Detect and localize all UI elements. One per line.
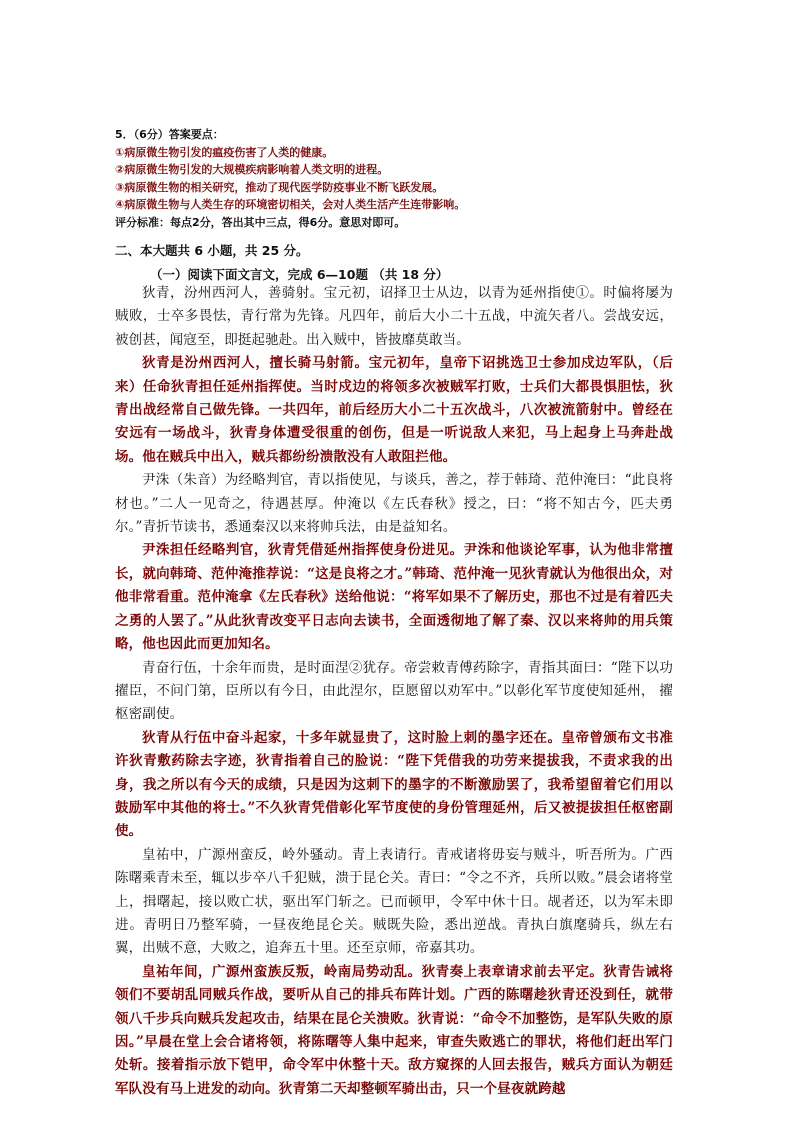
- answer-heading: 5．（6分）答案要点：: [115, 128, 224, 141]
- translation-paragraph: 狄青是汾州西河人，擅长骑马射箭。宝元初年，皇帝下诏挑选卫士参加戍边军队，（后来）任命狄青担任延州指挥使。当时戍边的将领多次被贼军打败，士兵们大都畏惧胆怯，狄青出战经常自己做先锋。一共四年，前后经历大小二十五次战斗，八次被流箭射中。曾经在安远有一场战斗，狄青身体遭受很重的创伤，但是一听说敌人来犯，马上起身上马奔赴战场。他在贼兵中出入，贼兵都纷纷溃散没有人敢阻拦他。: [115, 355, 673, 465]
- scoring-criteria: 评分标准：每点2分，答出其中三点，得6分。意思对即可。: [115, 215, 406, 229]
- original-paragraph: 皇祐中，广源州蛮反，岭外骚动。青上表请行。青戒诸将毋妄与贼斗，听吾所为。广西陈曙乘青未至，辄以步卒八千犯贼，溃于昆仑关。青曰：“令之不齐，兵所以败。”晨会诸将堂上，揖曙起，接以败亡状，驱出军门斩之。已而顿甲，令军中休十日。觇者还，以为军未即进。青明日乃整军骑，一昼夜绝昆仑关。贼既失险，悉出逆战。青执白旗麾骑兵，纵左右翼，出贼不意，大败之，追奔五十里。还至京师，帝嘉其功。: [115, 846, 673, 957]
- original-paragraph: 狄青，汾州西河人，善骑射。宝元初，诏择卫士从边，以青为延州指使①。时偏将屡为贼败，士卒多畏怯，青行常为先锋。凡四年，前后大小二十五战，中流矢者八。尝战安远， 被创甚，闻寇至，即挺起驰赴。出入贼中，皆披靡莫敢当。: [115, 285, 673, 348]
- original-paragraph: 青奋行伍，十余年而贵，是时面涅②犹存。帝尝敕青傅药除字，青指其面曰：“陛下以功擢臣，不问门第，臣所以有今日，由此涅尔，臣愿留以劝军中。”以彰化军节度使知延州， 擢枢密副使。: [115, 659, 673, 723]
- translation-paragraph: 皇祐年间，广源州蛮族反叛，岭南局势动乱。狄青奏上表章请求前去平定。狄青告诫将领们不要胡乱同贼兵作战，要听从自己的排兵布阵计划。广西的陈曙趁狄青还没到任，就带领八千步兵向贼兵发起攻击，结果在昆仑关溃败。狄青说：“命令不加整饬，是军队失败的原因。”早晨在堂上会合诸将领，将陈曙等人集中起来，审查失败逃亡的罪状，将他们赶出军门处斩。接着指示放下铠甲，命令军中休整十天。敌方窥探的人回去报告，贼兵方面认为朝廷军队没有马上进发的动向。狄青第二天却整顿军骑出击，只一个昼夜就跨越: [115, 963, 673, 1097]
- answer-point: ③病原微生物的相关研究，推动了现代医学防疫事业不断飞跃发展。: [115, 180, 444, 194]
- reading-passage: [115, 282, 673, 1101]
- section-subtitle: （一）阅读下面文言文，完成 6—10题 （共 18 分）: [150, 267, 449, 282]
- translation-paragraph: 狄青从行伍中奋斗起家，十多年就显贵了，这时脸上刺的墨字还在。皇帝曾颁布文书准许狄青敷药除去字迹，狄青指着自己的脸说：“陛下凭借我的功劳来提拔我，不责求我的出身，我之所以有今天的成绩，只是因为这刺下的墨字的不断激励罢了，我希望留着它们用以鼓励军中其他的将士。”不久狄青凭借彰化军节度使的身份管理延州，后又被提拔担任枢密副使。: [115, 729, 673, 840]
- answer-point: ④病原微生物与人类生存的环境密切相关，会对人类生活产生连带影响。: [115, 198, 466, 211]
- answer-block: [115, 126, 715, 231]
- answer-point: ①病原微生物引发的瘟疫伤害了人类的健康。: [115, 145, 334, 159]
- original-paragraph: 尹洙（朱音）为经略判官，青以指使见，与谈兵，善之，荐于韩琦、范仲淹曰：“此良将材也。”二人一见奇之，待遇甚厚。仲淹以《左氏春秋》授之，曰：“将不知古今，匹夫勇尔。”青折节读书，悉通秦汉以来将帅兵法，由是益知名。: [115, 472, 673, 536]
- section-title: 二、本大题共 6 小题，共 25 分。: [115, 243, 309, 258]
- translation-paragraph: 尹洙担任经略判官，狄青凭借延州指挥使身份进见。尹洙和他谈论军事，认为他非常擅长，就向韩琦、范仲淹推荐说：“这是良将之才。”韩琦、范仲淹一见狄青就认为他很出众，对他非常看重。范仲淹拿《左氏春秋》送给他说：“将军如果不了解历史，那也不过是有着匹夫之勇的人罢了。”从此狄青改变平日志向去读书，全面透彻地了解了秦、汉以来将帅的用兵策略，他也因此而更加知名。: [115, 542, 673, 653]
- answer-point: ②病原微生物引发的大规模疾病影响着人类文明的进程。: [115, 163, 389, 176]
